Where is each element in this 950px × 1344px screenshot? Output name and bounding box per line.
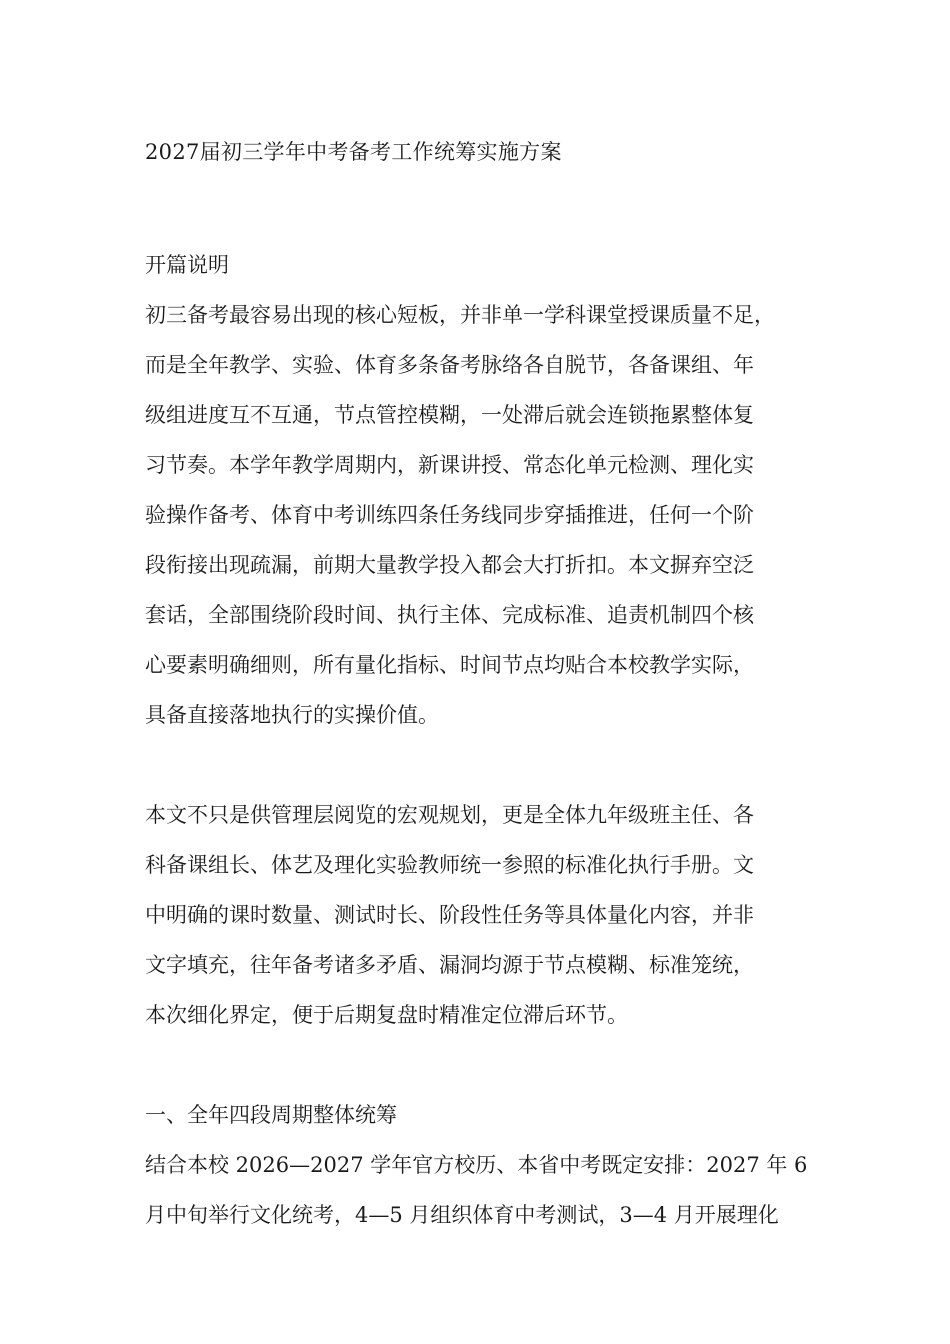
paragraph-spacer xyxy=(145,1040,825,1090)
paragraph-line: 科备课组长、体艺及理化实验教师统一参照的标准化执行手册。文 xyxy=(145,853,754,877)
paragraph-line: 级组进度互不互通，节点管控模糊，一处滞后就会连锁拖累整体复 xyxy=(145,403,754,427)
document-title: 2027届初三学年中考备考工作统筹实施方案 xyxy=(145,140,562,164)
paragraph-line: 初三备考最容易出现的核心短板，并非单一学科课堂授课质量不足， xyxy=(145,303,775,327)
paragraph-line: 套话，全部围绕阶段时间、执行主体、完成标准、追责机制四个核 xyxy=(145,603,754,627)
document-body xyxy=(145,130,825,1240)
section-heading-overall-plan: 一、全年四段周期整体统筹 xyxy=(145,1103,397,1127)
paragraph-line: 具备直接落地执行的实操价值。 xyxy=(145,703,439,727)
intro-paragraph-2 xyxy=(145,790,825,1040)
paragraph-line: 中明确的课时数量、测试时长、阶段性任务等具体量化内容，并非 xyxy=(145,903,754,927)
paragraph-line: 验操作备考、体育中考训练四条任务线同步穿插推进，任何一个阶 xyxy=(145,503,754,527)
paragraph-line: 习节奏。本学年教学周期内，新课讲授、常态化单元检测、理化实 xyxy=(145,453,754,477)
paragraph-line: 结合本校 2026—2027 学年官方校历、本省中考既定安排：2027 年 6 xyxy=(145,1153,808,1177)
plan-paragraph-1 xyxy=(145,1140,825,1240)
paragraph-line: 本次细化界定，便于后期复盘时精准定位滞后环节。 xyxy=(145,1003,628,1027)
paragraph-line: 段衔接出现疏漏，前期大量教学投入都会大打折扣。本文摒弃空泛 xyxy=(145,553,754,577)
paragraph-spacer xyxy=(145,740,825,790)
intro-paragraph-1 xyxy=(145,290,825,740)
paragraph-line: 本文不只是供管理层阅览的宏观规划，更是全体九年级班主任、各 xyxy=(145,803,754,827)
paragraph-line: 月中旬举行文化统考，4—5 月组织体育中考测试，3—4 月开展理化 xyxy=(145,1203,779,1227)
section-heading-intro: 开篇说明 xyxy=(145,253,229,277)
paragraph-line: 而是全年教学、实验、体育多条备考脉络各自脱节，各备课组、年 xyxy=(145,353,754,377)
paragraph-line: 文字填充，往年备考诸多矛盾、漏洞均源于节点模糊、标准笼统， xyxy=(145,953,754,977)
paragraph-line: 心要素明确细则，所有量化指标、时间节点均贴合本校教学实际， xyxy=(145,653,754,677)
title-spacer xyxy=(145,174,825,240)
